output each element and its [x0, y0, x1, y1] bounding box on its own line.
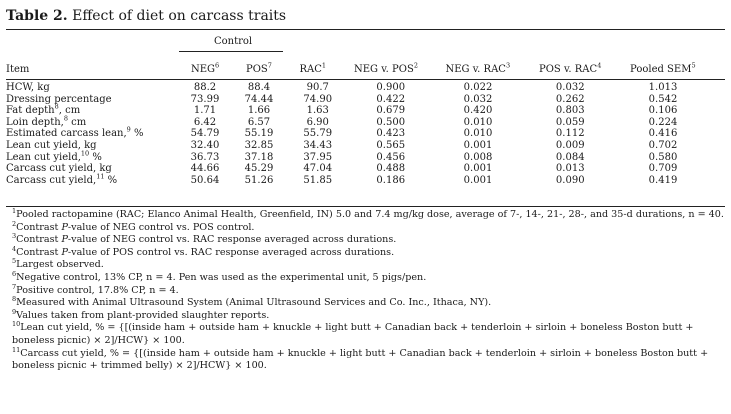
- table-cell: 6.42: [193, 116, 217, 128]
- table-cell: 0.803: [555, 105, 585, 117]
- table-cell: 50.64: [190, 174, 220, 186]
- table-cell: 55.19: [244, 128, 274, 140]
- footnote: $^{10}$Lean cut yield, % = {[(inside ham + outside ham + knuckle + light butt + Canadian back + tenderloin + sirloin + boneless Boston butt + boneless picnic) × 2]/HCW} × 100.: [12, 320, 694, 346]
- table-cell: 1.66: [247, 105, 271, 117]
- table-cell: 0.423: [376, 128, 406, 140]
- table-number: Table 2.: [6, 8, 68, 24]
- table-cell: 34.43: [303, 139, 333, 151]
- table-cell: 44.66: [190, 163, 220, 175]
- table-caption: Effect of diet on carcass traits: [72, 8, 287, 24]
- table-cell: 0.001: [463, 139, 493, 151]
- table-cell: 55.79: [303, 128, 333, 140]
- row-label: Fat depth$^8$, cm: [6, 102, 81, 117]
- footnote: $^{11}$Carcass cut yield, % = {[(inside ham + outside ham + knuckle + light butt + Canadian back + tenderloin + sirloin + boneless Boston butt + boneless picnic + trimmed belly) × 2]/HCW} × 100.: [12, 345, 709, 372]
- table-cell: 0.580: [648, 151, 678, 163]
- table-cell: 0.419: [648, 174, 678, 186]
- table-cell: 0.013: [555, 163, 585, 175]
- row-label: Lean cut yield, kg: [6, 139, 97, 151]
- table-cell: 0.001: [463, 174, 493, 186]
- table-cell: 0.106: [648, 105, 678, 117]
- table-cell: 0.009: [555, 139, 585, 151]
- table-row: [6, 105, 710, 117]
- table-cell: 74.90: [303, 93, 333, 105]
- body-rule: [6, 206, 725, 207]
- footnote: $^5$Largest observed.: [12, 257, 104, 271]
- table-cell: 1.013: [648, 82, 678, 93]
- column-header: Pooled SEM$^5$: [630, 61, 696, 75]
- row-label: HCW, kg: [6, 82, 50, 93]
- table-row: [6, 94, 710, 106]
- control-group-label: Control: [214, 36, 253, 47]
- table-cell: 90.7: [306, 82, 329, 93]
- table-cell: 0.090: [555, 174, 585, 186]
- column-header: NEG$^6$: [191, 61, 220, 75]
- table-cell: 0.186: [376, 174, 406, 186]
- table-cell: 0.224: [648, 116, 678, 128]
- table-cell: 6.57: [247, 116, 271, 128]
- table-cell: 0.500: [376, 116, 406, 128]
- footnote: $^9$Values taken from plant-provided slaughter reports.: [12, 307, 270, 321]
- row-label: Dressing percentage: [6, 93, 112, 105]
- column-header: POS$^7$: [246, 61, 272, 75]
- table-row: [6, 152, 710, 164]
- column-header: RAC$^1$: [299, 61, 327, 75]
- table-cell: 0.032: [463, 93, 493, 105]
- table-row: [6, 128, 710, 140]
- table-cell: 47.04: [303, 163, 333, 175]
- table-cell: 0.456: [376, 151, 406, 163]
- table-row: [6, 175, 710, 187]
- table-cell: 0.679: [376, 105, 406, 117]
- table-cell: 36.73: [190, 151, 220, 163]
- row-label: Lean cut yield,$^{10}$ %: [6, 149, 102, 163]
- table-row: [6, 163, 710, 175]
- table-cell: 51.26: [244, 174, 274, 186]
- table-cell: 51.85: [303, 174, 333, 186]
- table-cell: 74.44: [244, 93, 274, 105]
- column-header: NEG v. RAC$^3$: [445, 61, 511, 75]
- table-cell: 0.001: [463, 163, 493, 175]
- table-cell: 0.010: [463, 116, 493, 128]
- footnote: $^3$Contrast P-value of NEG control vs. RAC response averaged across durations.: [12, 232, 397, 246]
- table-cell: 0.059: [555, 116, 585, 128]
- table-cell: 45.29: [244, 163, 274, 175]
- table-cell: 0.565: [376, 139, 406, 151]
- table-cell: 0.112: [555, 128, 585, 140]
- top-rule: [6, 29, 725, 30]
- table-cell: 32.85: [244, 139, 274, 151]
- footnote: $^2$Contrast P-value of NEG control vs. POS control.: [12, 219, 255, 233]
- header-rule: [6, 79, 725, 80]
- control-group-rule: [179, 51, 283, 52]
- footnotes: [12, 206, 724, 373]
- table-cell: 0.420: [463, 105, 493, 117]
- row-label: Carcass cut yield, kg: [6, 163, 112, 175]
- table-cell: 1.71: [193, 105, 217, 117]
- table-cell: 37.95: [303, 151, 333, 163]
- footnote: $^6$Negative control, 13% CP, n = 4. Pen was used as the experimental unit, 5 pigs/pen.: [12, 269, 427, 283]
- table-cell: 54.79: [190, 128, 220, 140]
- table-cell: 0.008: [463, 151, 493, 163]
- table-cell: 6.90: [306, 116, 329, 128]
- table-cell: 0.488: [376, 163, 406, 175]
- table-title: [6, 8, 286, 24]
- column-header: NEG v. POS$^2$: [354, 61, 418, 75]
- table-cell: 0.010: [463, 128, 493, 140]
- table-cell: 0.416: [648, 128, 678, 140]
- table-cell: 0.702: [648, 139, 678, 151]
- table-cell: 0.022: [463, 82, 493, 93]
- row-label: Carcass cut yield,$^{11}$ %: [6, 172, 118, 186]
- table-cell: 88.4: [247, 82, 271, 93]
- table-row: [6, 140, 710, 152]
- table-cell: 0.084: [555, 151, 585, 163]
- footnote: $^1$Pooled ractopamine (RAC; Elanco Animal Health, Greenfield, IN) 5.0 and 7.4 mg/kg dose, average of 7-, 14-, 21-, 28-, and 35-d durations, n = 40.: [12, 206, 724, 220]
- table-cell: 32.40: [190, 139, 220, 151]
- table-cell: 88.2: [193, 82, 217, 93]
- table-cell: 0.709: [648, 163, 678, 175]
- row-label: Estimated carcass lean,$^9$ %: [6, 126, 144, 140]
- table-cell: 0.262: [555, 93, 585, 105]
- column-header: Item: [6, 64, 30, 75]
- table-cell: 37.18: [244, 151, 274, 163]
- data-table: [6, 82, 710, 186]
- table-cell: 73.99: [190, 93, 220, 105]
- footnote: $^8$Measured with Animal Ultrasound System (Animal Ultrasound Services and Co. Inc., Ithaca, NY).: [12, 294, 492, 309]
- table-cell: 0.422: [376, 93, 406, 105]
- table-cell: 0.032: [555, 82, 585, 93]
- table-row: [6, 117, 710, 129]
- footnote: $^4$Contrast P-value of POS control vs. RAC response averaged across durations.: [12, 244, 395, 258]
- table-cell: 0.900: [376, 82, 406, 93]
- table-row: [6, 82, 710, 94]
- row-label: Loin depth,$^8$ cm: [6, 114, 87, 128]
- footnote: $^7$Positive control, 17.8% CP, n = 4.: [12, 282, 179, 296]
- column-header: POS v. RAC$^4$: [539, 61, 602, 75]
- table-cell: 1.63: [306, 105, 329, 117]
- table-cell: 0.542: [648, 93, 678, 105]
